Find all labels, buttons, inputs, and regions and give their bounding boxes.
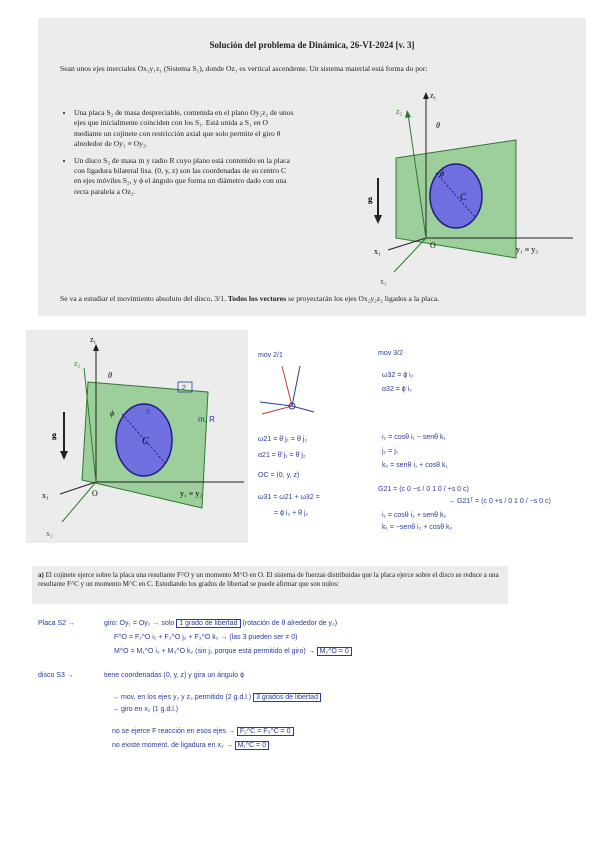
fig-theta-label: θ [436, 121, 440, 130]
fig2-y-label: y₁ ≡ y₂ [180, 489, 203, 498]
disco-label: disco S3 → [38, 672, 74, 679]
placa-line1: giro: Oy₁ = Oy₂ → solo 1 grado de libertad (rotación de θ alrededor de y₂) [104, 620, 338, 627]
problem-statement-panel [38, 18, 586, 316]
copied-figure-panel [26, 330, 248, 543]
placa-line3: M^O = M₁^O i₂ + M₃^O k₂ (sin j₂ porque está permitido el giro) → M₂^O = 0 [114, 648, 352, 655]
fig2-c-label: C [142, 436, 149, 447]
mov21-label: mov 2/1 [258, 352, 283, 359]
disco-d1: → mov. en los ejes y₂ y z₂ permitido (2 g.d.l.) 3 grados de libertad [112, 694, 321, 701]
fig2-g-label: g [52, 430, 57, 440]
intro-text: Sean unos ejes inerciales Ox₁y₁z₁ (Sistema S₁), donde Oz₁ es vertical ascendente. Un sistema material está forma do por: [60, 64, 428, 73]
placa-m2-box: M₂^O = 0 [317, 647, 352, 656]
i2-line: i₂ = cosθ i₁ − senθ k₁ [382, 434, 446, 441]
i1-line: i₁ = cosθ i₂ + senθ k₂ [382, 512, 447, 519]
disco-fc-box: F₂^C = F₃^C = 0 [237, 727, 294, 736]
a32-line: α32 = ϕ̈ i₂ [382, 386, 412, 393]
w32-line: ω32 = ϕ̇ i₂ [382, 372, 414, 379]
fig2-phi-label: ϕ [110, 409, 115, 418]
bullet-list [60, 108, 294, 203]
k2-line: k₂ = senθ i₁ + cosθ k₁ [382, 462, 448, 469]
fig-z2-label: z₂ [396, 107, 403, 116]
fig2-s2-note: 2 [182, 385, 186, 392]
placa-label: Placa S2 → [38, 620, 75, 627]
a21-line: α21 = θ̈ j₁ = θ̈ j₂ [258, 452, 306, 459]
disco-mc-box: M₁^C = 0 [235, 741, 269, 750]
w31b-line: = ϕ̇ i₂ + θ̇ j₂ [274, 510, 309, 517]
part-a-panel [32, 566, 508, 604]
fig2-o-label: O [92, 489, 98, 498]
bullet-placa: • Una placa S₂ de masa despreciable, contenida en el plano Oy₂z₂ de unos ejes que inicialmente coinciden con los S₁. Está unida a S₁ en O mediante un cojinete con restricción axial que solo permite el giro θ alrededor de Oy₁ ≡ Oy₂. [74, 108, 294, 150]
footer-text: Se va a estudiar el movimiento absoluto del disco, 3/1. Todos los vectores se proyectarán los ejes Ox₂y₂z₂ ligados a la placa. [60, 294, 440, 303]
fig2-x1-label: x₁ [42, 491, 49, 500]
placa-line2: F^O = F₁^O i₂ + F₂^O j₂ + F₃^O k₂ → (las 3 pueden ser ≠ 0) [114, 634, 298, 641]
oc-line: OC = (0, y, z) [258, 472, 300, 479]
fig-x2-label: x₂ [380, 277, 387, 286]
disco-d4: no existe moment. de ligadura en x₂ → M₁^C = 0 [112, 742, 269, 749]
fig2-x2-label: x₂ [46, 529, 53, 538]
fig-y-label: y₁ ≡ y₂ [516, 245, 539, 254]
fig-phi-label: ϕ [440, 169, 445, 178]
part-a-text: a) El cojinete ejerce sobre la placa una resultante F^O y un momento M^O en O. El sistema de fuerzas distribuidas que la placa ejerce sobre el disco se reduce a una resultante F^C y un momento M^C en C. Estudiando los grados de libertad se puede afirmar que son nulos: [38, 571, 499, 588]
g21t-line: → G21ᵀ = (c 0 +s / 0 1 0 / −s 0 c) [448, 498, 551, 505]
g21-line: G21 = (c 0 −s / 0 1 0 / +s 0 c) [378, 486, 469, 493]
w31-line: ω31 = ω21 + ω32 = [258, 494, 320, 501]
mov32-label: mov 3/2 [378, 350, 403, 357]
fig-g-label: g [368, 194, 373, 204]
j2-line: j₂ = j₁ [382, 448, 399, 455]
copied-figure [26, 330, 248, 543]
page-title: Solución del problema de Dinámica, 26-VI-2024 [v. 3] [209, 40, 415, 50]
disco-gdl-box: 3 grados de libertad [253, 693, 321, 702]
fig2-mass-note: m, R [198, 415, 215, 424]
k1-line: k₁ = −senθ i₂ + cosθ k₂ [382, 524, 453, 531]
fig-x1-label: x₁ [374, 247, 381, 256]
bullet-disco: • Un disco S₃ de masa m y radio R cuyo plano está contenido en la placa con ligadura bilateral lisa. (0, y, z) son las coordenadas de su centro C en ejes móviles S₂, y ϕ el ángulo que forma un diámetro dado con una recta paralela a Oz₂. [74, 156, 294, 198]
disco-line1: tiene coordenadas (0, y, z) y gira un ángulo ϕ [104, 672, 244, 679]
disco-d3: no se ejerce F reacción en esos ejes → F₂^C = F₃^C = 0 [112, 728, 294, 735]
fig2-z2-label: z₂ [74, 359, 81, 368]
w21-line: ω21 = θ̇ j₁ = θ̇ j₂ [258, 436, 308, 443]
fig-z1-label: z₁ [430, 91, 437, 100]
fig2-theta-label: θ [108, 371, 112, 380]
fig2-s3-note: 3 [146, 409, 150, 416]
disco-d2: → giro en x₂ (1 g.d.l.) [112, 706, 179, 713]
placa-gdl-box: 1 grado de libertad [176, 619, 240, 628]
problem-figure [368, 88, 578, 288]
mov21-sketch [256, 362, 326, 432]
fig-c-label: C [460, 192, 467, 202]
fig-o-label: O [430, 241, 436, 250]
fig2-z1-label: z₁ [90, 335, 97, 344]
